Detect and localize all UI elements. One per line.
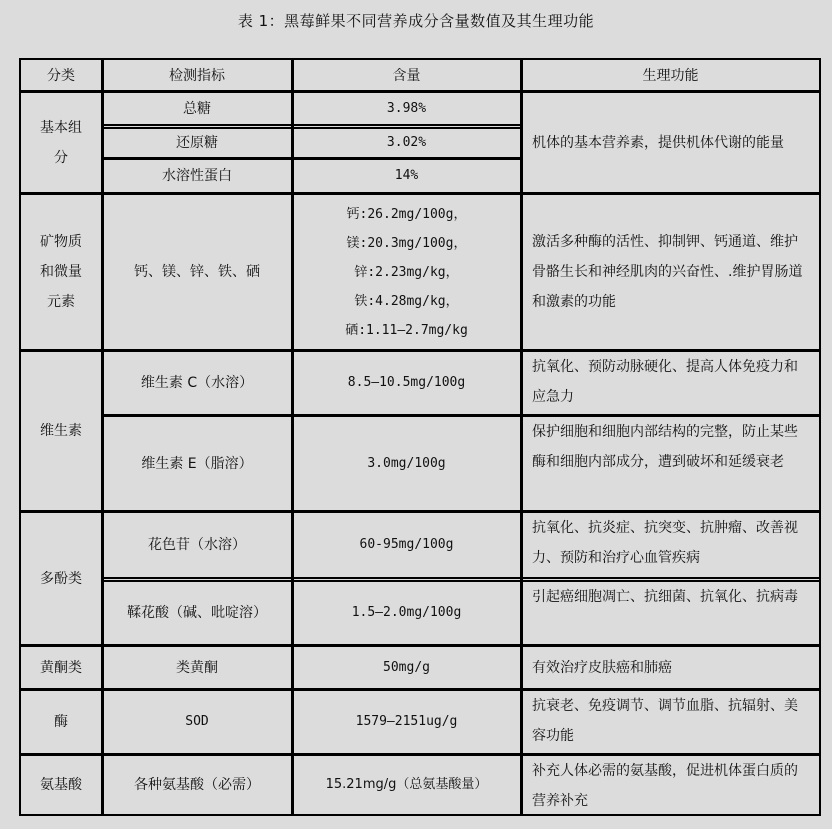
content-ellagic-acid: 1.5—2.0mg/100g — [351, 605, 462, 620]
indicator-sod: SOD — [185, 714, 209, 729]
content-selenium: 硒:1.11—2.7mg/kg — [345, 322, 468, 338]
function-amino-acids: 补充人体必需的氨基酸，促进机体蛋白质的营养补充 — [532, 763, 798, 809]
row-divider-reducing — [103, 157, 520, 160]
row-divider-basic — [21, 192, 819, 195]
row-divider-header — [21, 90, 819, 93]
indicator-vitamin-e: 维生素 E（脂溶） — [141, 455, 253, 472]
row-divider-anthocyanin — [103, 577, 819, 582]
indicator-soluble-protein: 水溶性蛋白 — [162, 168, 232, 184]
indicator-ellagic-acid: 鞣花酸（碱、吡啶溶） — [127, 605, 267, 621]
function-anthocyanin: 抗氧化、抗炎症、抗突变、抗肿瘤、改善视力、预防和治疗心血管疾病 — [532, 520, 798, 566]
content-iron: 铁:4.28mg/kg， — [354, 293, 459, 309]
content-vitamin-c: 8.5—10.5mg/100g — [347, 375, 466, 390]
indicator-flavonoid: 类黄酮 — [176, 659, 218, 676]
indicator-minerals: 钙、镁、锌、铁、硒 — [134, 264, 260, 280]
indicator-total-sugar: 总糖 — [183, 100, 211, 117]
content-magnesium: 镁:20.3mg/100g， — [346, 235, 467, 251]
function-vitamin-c: 抗氧化、预防动脉硬化、提高人体免疫力和应急力 — [532, 359, 798, 405]
col-divider-2 — [291, 60, 294, 814]
category-flavonoids: 黄酮类 — [40, 659, 82, 676]
row-divider-vitamins — [21, 510, 819, 513]
category-vitamins: 维生素 — [40, 423, 82, 439]
row-divider-enzyme — [21, 753, 819, 756]
header-content: 含量 — [392, 67, 421, 84]
nutrition-table — [19, 58, 821, 816]
row-divider-sugar — [103, 124, 520, 129]
content-minerals — [293, 195, 520, 349]
col-divider-3 — [520, 60, 523, 814]
content-vitamin-e: 3.0mg/100g — [367, 455, 446, 471]
content-anthocyanin: 60-95mg/100g — [359, 537, 454, 552]
function-minerals: 激活多种酶的活性、抑制钾、钙通道、维护骨骼生长和神经肌肉的兴奋性、.维护胃肠道和激素的功能 — [532, 234, 803, 310]
content-reducing-sugar: 3.02% — [386, 135, 427, 150]
content-amino-acids: 15.21mg/g（总氨基酸量） — [325, 777, 488, 792]
indicator-anthocyanin: 花色苷（水溶） — [148, 537, 246, 553]
function-sod: 抗衰老、免疫调节、调节血脂、抗辐射、美容功能 — [532, 698, 798, 744]
category-amino-acids: 氨基酸 — [40, 777, 82, 793]
indicator-reducing-sugar: 还原糖 — [176, 135, 218, 151]
content-total-sugar: 3.98% — [386, 100, 427, 116]
content-flavonoid: 50mg/g — [383, 659, 430, 675]
category-label: 矿物质和微量元素 — [40, 234, 82, 310]
category-label: 基本组分 — [40, 119, 82, 166]
function-basic: 机体的基本营养素，提供机体代谢的能量 — [532, 134, 784, 151]
row-divider-minerals — [21, 349, 819, 352]
row-divider-flavonoids — [21, 688, 819, 691]
header-category: 分类 — [47, 67, 75, 84]
content-calcium: 钙:26.2mg/100g， — [346, 206, 467, 222]
function-vitamin-e: 保护细胞和细胞内部结构的完整，防止某些酶和细胞内部成分，遭到破坏和延缓衰老 — [532, 424, 798, 470]
category-enzyme: 酶 — [54, 714, 68, 730]
function-flavonoid: 有效治疗皮肤癌和肺癌 — [532, 659, 672, 676]
category-polyphenols: 多酚类 — [40, 570, 82, 587]
category-basic — [21, 93, 101, 192]
row-divider-vitamin-c — [103, 414, 819, 417]
indicator-amino-acids: 各种氨基酸（必需） — [134, 777, 260, 793]
category-minerals — [21, 195, 101, 349]
indicator-vitamin-c: 维生素 C（水溶） — [140, 375, 254, 391]
content-sod: 1579—2151ug/g — [355, 714, 458, 729]
function-ellagic-acid: 引起癌细胞凋亡、抗细菌、抗氧化、抗病毒 — [532, 589, 798, 605]
col-divider-1 — [101, 60, 104, 814]
table-title: 表 1：黑莓鲜果不同营养成分含量数值及其生理功能 — [237, 12, 595, 30]
row-divider-polyphenols — [21, 644, 819, 647]
header-function: 生理功能 — [642, 67, 699, 84]
content-soluble-protein: 14% — [394, 168, 419, 183]
content-zinc: 锌:2.23mg/kg， — [354, 264, 459, 280]
header-indicator: 检测指标 — [169, 67, 225, 84]
